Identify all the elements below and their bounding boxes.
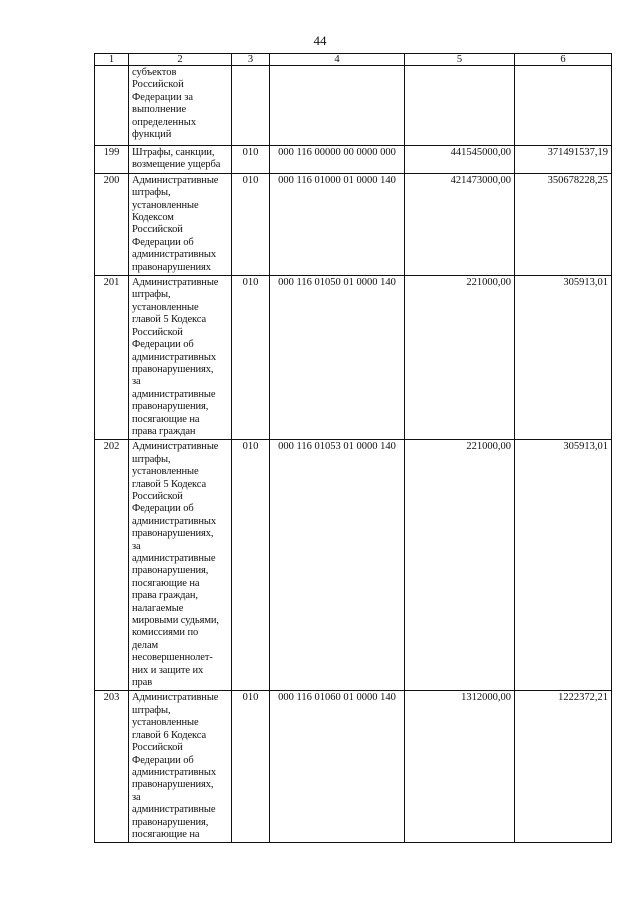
admin-code-cell: 010 xyxy=(232,173,270,275)
row-number-cell: 201 xyxy=(95,276,129,440)
actual-amount-cell xyxy=(515,66,612,146)
column-header-5: 5 xyxy=(405,54,515,66)
budget-code-cell: 000 116 01050 01 0000 140 xyxy=(270,276,405,440)
table-row xyxy=(95,173,612,275)
actual-amount-cell: 1222372,21 xyxy=(515,691,612,843)
admin-code-cell: 010 xyxy=(232,146,270,174)
admin-code-cell: 010 xyxy=(232,691,270,843)
plan-amount-cell xyxy=(405,66,515,146)
row-number-cell xyxy=(95,66,129,146)
item-name-cell: Административные штрафы, установленные главой 5 Кодекса Российской Федерации об административных правонарушениях, за административные правонарушения, посягающие на права граждан xyxy=(129,276,232,440)
item-name-cell: Административные штрафы, установленные главой 6 Кодекса Российской Федерации об административных правонарушениях, за административные правонарушения, посягающие на xyxy=(129,691,232,843)
table-row xyxy=(95,276,612,440)
item-name-cell: субъектов Российской Федерации за выполнение определенных функций xyxy=(129,66,232,146)
actual-amount-cell: 371491537,19 xyxy=(515,146,612,174)
column-header-1: 1 xyxy=(95,54,129,66)
column-header-2: 2 xyxy=(129,54,232,66)
item-name-cell: Административные штрафы, установленные главой 5 Кодекса Российской Федерации об административных правонарушениях, за административные правонарушения, посягающие на права граждан, налагаемые мировыми судьями, комиссиями по делам несовершеннолет- них и защите их прав xyxy=(129,440,232,691)
budget-code-cell: 000 116 00000 00 0000 000 xyxy=(270,146,405,174)
row-number-cell: 203 xyxy=(95,691,129,843)
actual-amount-cell: 350678228,25 xyxy=(515,173,612,275)
budget-code-cell xyxy=(270,66,405,146)
admin-code-cell: 010 xyxy=(232,440,270,691)
budget-code-cell: 000 116 01000 01 0000 140 xyxy=(270,173,405,275)
plan-amount-cell: 441545000,00 xyxy=(405,146,515,174)
table-row xyxy=(95,691,612,843)
plan-amount-cell: 221000,00 xyxy=(405,276,515,440)
plan-amount-cell: 421473000,00 xyxy=(405,173,515,275)
budget-code-cell: 000 116 01060 01 0000 140 xyxy=(270,691,405,843)
column-header-3: 3 xyxy=(232,54,270,66)
actual-amount-cell: 305913,01 xyxy=(515,276,612,440)
table-header-row xyxy=(95,54,612,66)
plan-amount-cell: 1312000,00 xyxy=(405,691,515,843)
column-header-4: 4 xyxy=(270,54,405,66)
table-row-continuation xyxy=(95,66,612,146)
budget-table xyxy=(94,53,612,843)
budget-code-cell: 000 116 01053 01 0000 140 xyxy=(270,440,405,691)
item-name-cell: Административные штрафы, установленные Кодексом Российской Федерации об административных правонарушениях xyxy=(129,173,232,275)
table-row xyxy=(95,440,612,691)
row-number-cell: 200 xyxy=(95,173,129,275)
table-row xyxy=(95,146,612,174)
page-number: 44 xyxy=(313,33,327,48)
actual-amount-cell: 305913,01 xyxy=(515,440,612,691)
item-name-cell: Штрафы, санкции, возмещение ущерба xyxy=(129,146,232,174)
column-header-6: 6 xyxy=(515,54,612,66)
admin-code-cell xyxy=(232,66,270,146)
plan-amount-cell: 221000,00 xyxy=(405,440,515,691)
row-number-cell: 202 xyxy=(95,440,129,691)
admin-code-cell: 010 xyxy=(232,276,270,440)
row-number-cell: 199 xyxy=(95,146,129,174)
